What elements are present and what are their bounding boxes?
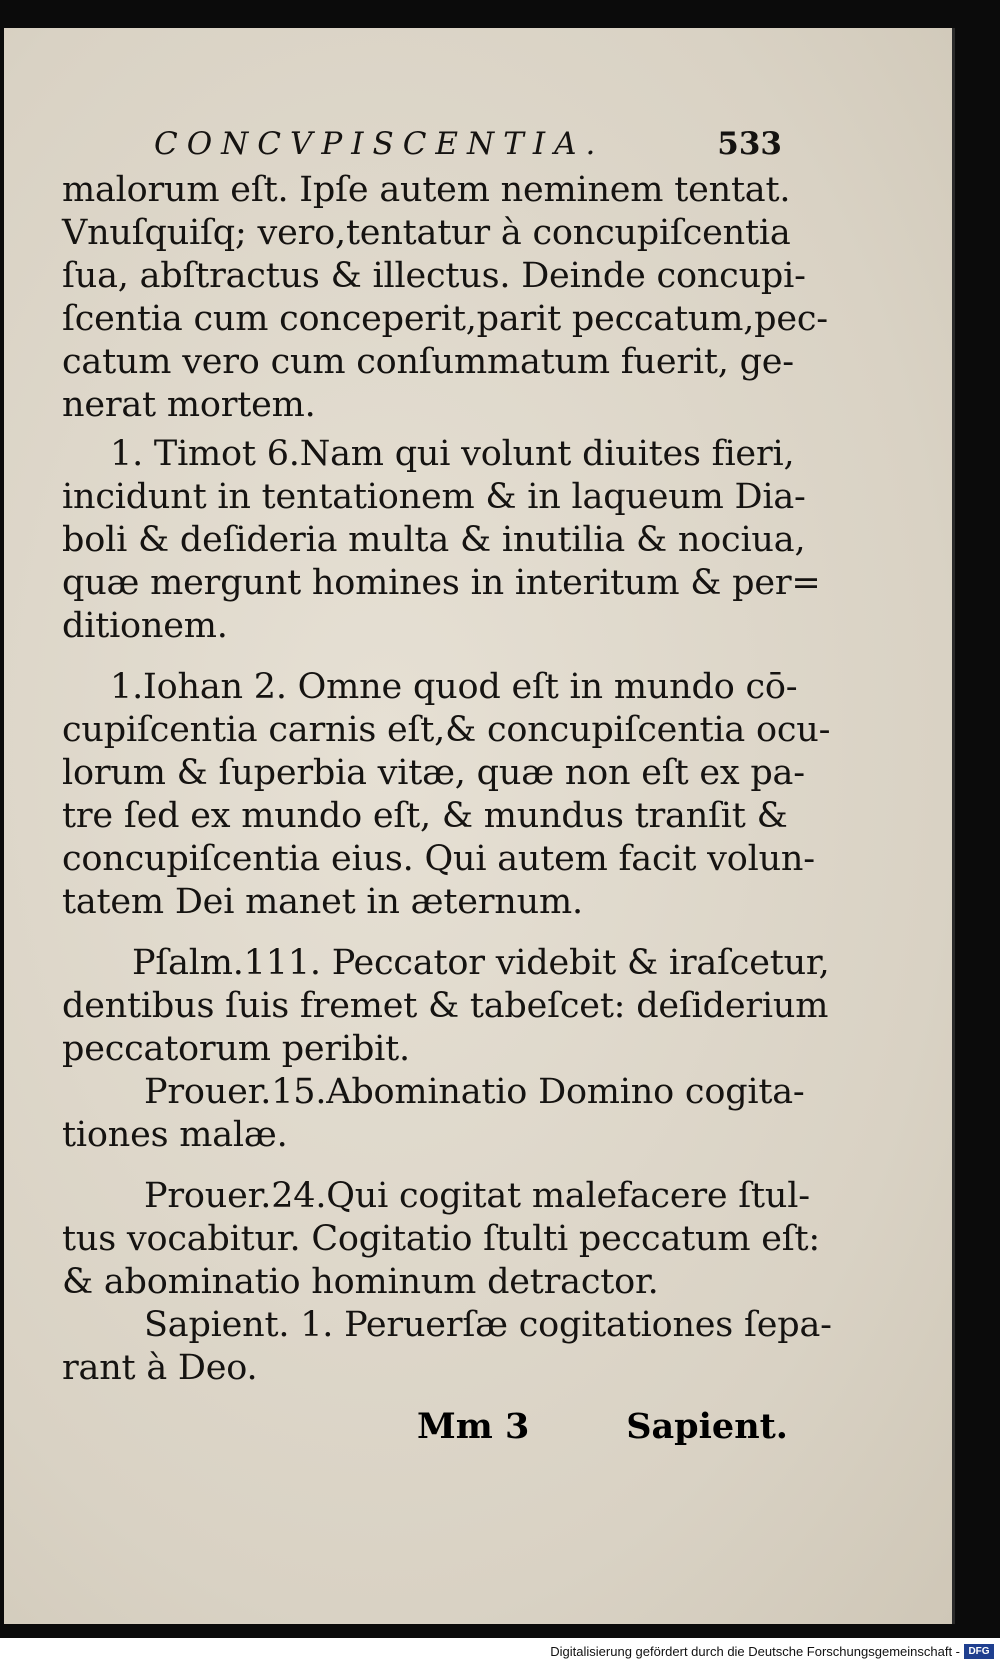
text-line: Vnuſquiſq; vero,tentatur à concupiſcentia <box>62 213 791 253</box>
text-line: tus vocabitur. Cogitatio ſtulti peccatum eſt: <box>62 1219 820 1259</box>
funding-credit: Digitalisierung gefördert durch die Deutsche Forschungsgemeinschaft - <box>550 1644 960 1659</box>
text-line: Prouer.24.Qui cogitat malefacere ſtul- <box>144 1176 810 1216</box>
text-line: nerat mortem. <box>62 385 316 425</box>
running-title: CONCVPISCENTIA. <box>154 126 605 162</box>
text-line: Pſalm.111. Peccator videbit & iraſcetur, <box>132 943 830 983</box>
page-text <box>62 123 832 1390</box>
text-line: & abominatio hominum detractor. <box>62 1262 659 1302</box>
signature-mark: Mm 3 <box>417 1406 530 1447</box>
text-line: 1. Timot 6.Nam qui volunt diuites fieri, <box>110 434 795 474</box>
text-line: concupiſcentia eius. Qui autem facit volun- <box>62 839 815 879</box>
text-line: tatem Dei manet in æternum. <box>62 882 583 922</box>
text-line: tiones malæ. <box>62 1115 288 1155</box>
text-line: quæ mergunt homines in interitum & per= <box>62 563 821 603</box>
text-line: malorum eſt. Ipſe autem neminem tentat. <box>62 170 791 210</box>
text-line: Sapient. 1. Peruerſæ cogitationes ſepa- <box>144 1305 832 1345</box>
text-line: ſua, abſtractus & illectus. Deinde concupi- <box>62 256 806 296</box>
text-line: catum vero cum conſummatum fuerit, ge- <box>62 342 794 382</box>
digitization-footer <box>0 1638 1000 1665</box>
text-line: cupiſcentia carnis eſt,& concupiſcentia ocu- <box>62 710 831 750</box>
text-line: ditionem. <box>62 606 228 646</box>
text-line: lorum & ſuperbia vitæ, quæ non eſt ex pa- <box>62 753 805 793</box>
text-line: ſcentia cum conceperit,parit peccatum,pec- <box>62 299 828 339</box>
text-line: 1.Iohan 2. Omne quod eſt in mundo cō- <box>110 667 798 707</box>
dfg-logo: DFG <box>964 1644 994 1659</box>
text-line: peccatorum peribit. <box>62 1029 410 1069</box>
page-number: 533 <box>717 126 782 162</box>
text-line: boli & deſideria multa & inutilia & nociua, <box>62 520 806 560</box>
book-page <box>4 28 955 1624</box>
text-line: dentibus ſuis fremet & tabeſcet: deſiderium <box>62 986 829 1026</box>
text-line: tre ſed ex mundo eſt, & mundus tranſit & <box>62 796 788 836</box>
catchline <box>62 1406 788 1452</box>
text-line: incidunt in tentationem & in laqueum Dia- <box>62 477 806 517</box>
text-line: Prouer.15.Abominatio Domino cogita- <box>144 1072 805 1112</box>
text-line: rant à Deo. <box>62 1348 258 1388</box>
page-header <box>62 123 782 169</box>
catchword: Sapient. <box>626 1406 788 1447</box>
